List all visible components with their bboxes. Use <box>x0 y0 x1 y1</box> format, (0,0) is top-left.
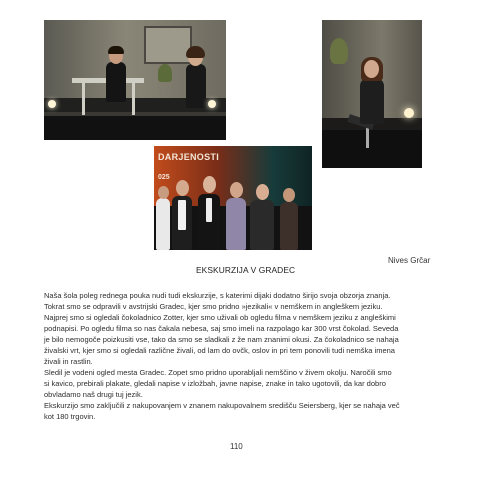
group-person-head <box>230 182 243 198</box>
body-line: Najprej smo si ogledali čokoladnico Zotter, kjer smo uživali ob ogledu filma v nemškem jeziku z angleškimi <box>44 313 396 322</box>
group-person <box>250 200 274 250</box>
backdrop-window <box>144 26 192 64</box>
stage-photo-seated-woman <box>322 20 422 168</box>
group-person-head <box>176 180 189 196</box>
article-body <box>44 290 436 422</box>
actor-hair <box>186 46 205 58</box>
stage-floor <box>44 116 226 140</box>
actor-body <box>186 64 206 108</box>
body-line: živalski vrt, kjer smo si ogledali različne živali, od lam do ovčk, oslov in pri tem ponovili tudi nemška imena <box>44 346 395 355</box>
banner-text: DARJENOSTI <box>158 152 220 162</box>
body-line: Naša šola poleg rednega pouka nudi tudi ekskurzije, s katerimi dijaki dodatno širijo svoja obzorja znanja. <box>44 291 391 300</box>
body-line: Sledil je vodeni ogled mesta Gradec. Zopet smo pridno uporabljali nemščino v živem okolju. Naročili smo <box>44 368 392 377</box>
body-line: kot 180 trgovin. <box>44 412 96 421</box>
table-leg <box>82 83 85 115</box>
group-person <box>156 198 170 250</box>
group-person-head <box>283 188 295 202</box>
potted-plant <box>158 64 172 82</box>
group-person-shirt <box>206 198 212 222</box>
group-person-head <box>256 184 269 200</box>
body-line: Ekskurzijo smo zaključili z nakupovanjem v znanem nakupovalnem središču Seiersberg, kjer se nahaja več <box>44 401 400 410</box>
body-line: je bilo nemogoče poizkusiti vse, tako da smo se sladkali z že nam znanimi okusi. Za čokoladnico se nahaja <box>44 335 399 344</box>
group-person-head <box>158 186 169 199</box>
article-title: EKSKURZIJA V GRADEC <box>196 265 296 275</box>
body-line: si kavico, prebirali plakate, gledali napise v izložbah, javne napise, znake in tako ugotovili, da kar dobro <box>44 379 386 388</box>
potted-plant <box>330 38 348 64</box>
stage-light <box>48 100 56 108</box>
stage-photo-two-actors <box>44 20 226 140</box>
table-leg <box>132 83 135 115</box>
group-person <box>226 198 246 250</box>
body-line: živali in rastlin. <box>44 357 93 366</box>
author-name: Nives Grčar <box>388 256 431 265</box>
stage-photo-group <box>154 146 312 250</box>
actor-head <box>364 60 379 78</box>
page-number: 110 <box>230 442 243 451</box>
group-person-shirt <box>178 200 186 230</box>
body-line: Tokrat smo se odpravili v avstrijski Gradec, kjer smo pridno »jezikali« v nemškem in angleškem jeziku. <box>44 302 383 311</box>
actor-body <box>106 62 126 102</box>
body-line: podnapisi. Po ogledu filma so nas čakala nebesa, saj smo imeli na razpolago kar 300 vrst čokolad. Seveda <box>44 324 399 333</box>
group-person <box>280 202 298 250</box>
banner-year-text: 025 <box>158 174 170 181</box>
stage-light <box>404 108 414 118</box>
stage-light <box>208 100 216 108</box>
actor-hair <box>108 46 124 54</box>
stage-floor <box>322 130 422 168</box>
group-person-head <box>203 176 216 193</box>
body-line: obvladamo naš drugi tuj jezik. <box>44 390 143 399</box>
actor-body <box>360 78 384 124</box>
